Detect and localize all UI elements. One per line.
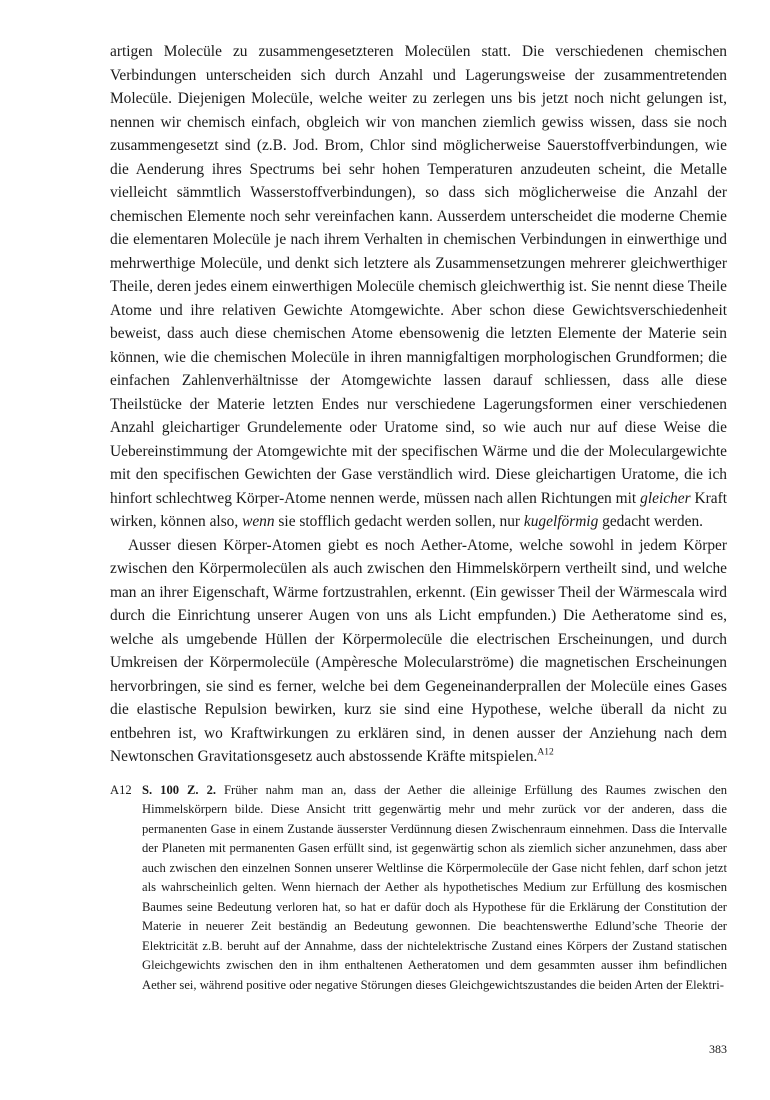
emphasis-gleicher: gleicher <box>640 489 691 507</box>
page <box>110 40 727 995</box>
footnote-a12 <box>110 781 727 996</box>
body-text <box>110 40 727 769</box>
footnote-label: A12 <box>110 782 132 797</box>
emphasis-kugelfoermig: kugelförmig <box>523 513 599 530</box>
paragraph-1: artigen Molecüle zu zusammengesetzteren Molecülen statt. Die verschiedenen chemischen Verbindungen unterscheiden sich durch Anzahl und Lagerungsweise der zusammentretenden Molecüle. Diejenigen Molecüle, welche weiter zu zerlegen uns bis jetzt noch nicht gelungen ist, nennen wir chemisch einfach, obgleich wir von manchen ziemlich gewiss wissen, dass sie noch zusammengesetzt sind (z.B. Jod. Brom, Chlor sind möglicherweise Sauerstoffverbindungen, wie die Aenderung ihres Spectrums bei sehr hohen Temperaturen anzudeuten scheint, die Metalle vielleicht sämmtlich Wasserstoffverbindungen), so dass sich möglicherweise die Anzahl der chemischen Elemente noch sehr vereinfachen kann. Ausserdem unterscheidet die moderne Chemie die elementaren Molecüle je nach ihrem Verhalten in chemischen Verbindungen in einwerthige und mehrwerthige Molecüle, und denkt sich letztere als Zusammensetzungen mehrerer gleichwerthiger Theile, deren jedes einem einwerthigen Molecüle chemisch gleichwerthig ist. Sie nennt diese Theile Atome und ihre relativen Gewichte Atomgewichte. Aber schon diese Gewichtsverschiedenheit beweist, dass auch diese chemischen Atome ebensowenig die letzten Elemente der Materie sein können, wie die chemischen Molecüle in ihren mannigfaltigen morphologischen Grundformen; die einfachen Zahlenverhältnisse der Atomgewichte lassen darauf schliessen, dass alle diese Theilstücke der Materie letzten Endes nur verschiedene Lagerungsformen einer verschiedenen Anzahl gleichartiger Grundelemente oder Uratome sind, so wie auch nur auf diese Weise die Uebereinstimmung der Atomgewichte mit der specifischen Wärme und die der Moleculargewichte mit den specifischen Gewichten der Gase verständlich wird. Diese gleichartigen Uratome, die ich hinfort schlechtweg Körper-Atome nennen werde, müssen nach allen Richtungen mit gleicher Kraft wirken, können also, wenn sie stofflich gedacht werden sollen, nur kugelförmig gedacht werden. <box>110 43 727 530</box>
footnote-ref[interactable]: A12 <box>537 746 554 758</box>
paragraph-2: Ausser diesen Körper-Atomen giebt es noch Aether-Atome, welche sowohl in jedem Körper zwischen den Körpermolecülen als auch zwischen den Himmelskörpern vertheilt sind, und welche man an ihrer Eigenschaft, Wärme fortzustrahlen, erkennt. (Ein gewisser Theil der Wärmescala wird durch die Einrichtung unserer Augen von uns als Licht empfunden.) Die Aetheratome sind es, welche als umgebende Hüllen der Körpermolecüle die electrischen Erscheinungen, und durch Umkreisen der Körpermolecüle (Ampèresche Molecularströme) die magnetischen Erscheinungen hervorbringen, sie sind es ferner, welche bei dem Gegeneinanderprallen der Molecüle eines Gases die elastische Repulsion bewirken, kurz sie sind eine Hypothese, welche überall da nicht zu entbehren ist, wo Kraftwirkungen zu erklären sind, in denen ausser der Anziehung nach dem Newtonschen Gravitationsgesetz auch abstossende Kräfte mitspielen.$^{A12}$ <box>110 536 727 765</box>
footnote-text: S. 100 Z. 2. Früher nahm man an, dass der Aether die alleinige Erfüllung des Raumes zwischen den Himmelskörpern bilde. Diese Ansicht tritt gegenwärtig mehr und mehr zurück vor der anderen, dass die permanenten Gase in einem Zustande äusserster Verdünnung diesen Zwischenraum einnehmen. Dass die Intervalle der Planeten mit permanenten Gasen erfüllt sind, ist gegenwärtig schon als ziemlich sicher anzunehmen, dass aber auch zwischen den einzelnen Sonnen unserer Weltlinse die Körpermolecüle der Gase nicht fehlen, darf schon jetzt als wahrscheinlich gelten. Wenn hiernach der Aether als hypothetisches Medium zur Erfüllung des kosmischen Baumes seine Bedeutung verloren hat, so hat er dafür doch als Hypothese für die Erklärung der Constitution der Materie in neuerer Zeit beständig an Bedeutung gewonnen. Die beachtenswerthe Edlund’sche Theorie der Elektricität z.B. beruht auf der Annahme, dass der nichtelektrische Zustand eines Körpers der Zustand statischen Gleichgewichts zwischen den in ihm enthaltenen Aetheratomen und dem gesammten ausser ihm befindlichen Aether sei, während positive oder negative Störungen dieses Gleichgewichtszustandes die beiden Arten der Elektri- <box>142 782 727 992</box>
page-number: 383 <box>709 1042 727 1056</box>
emphasis-wenn: wenn <box>242 513 275 530</box>
footnote-reference: S. 100 Z. 2. <box>142 782 217 797</box>
